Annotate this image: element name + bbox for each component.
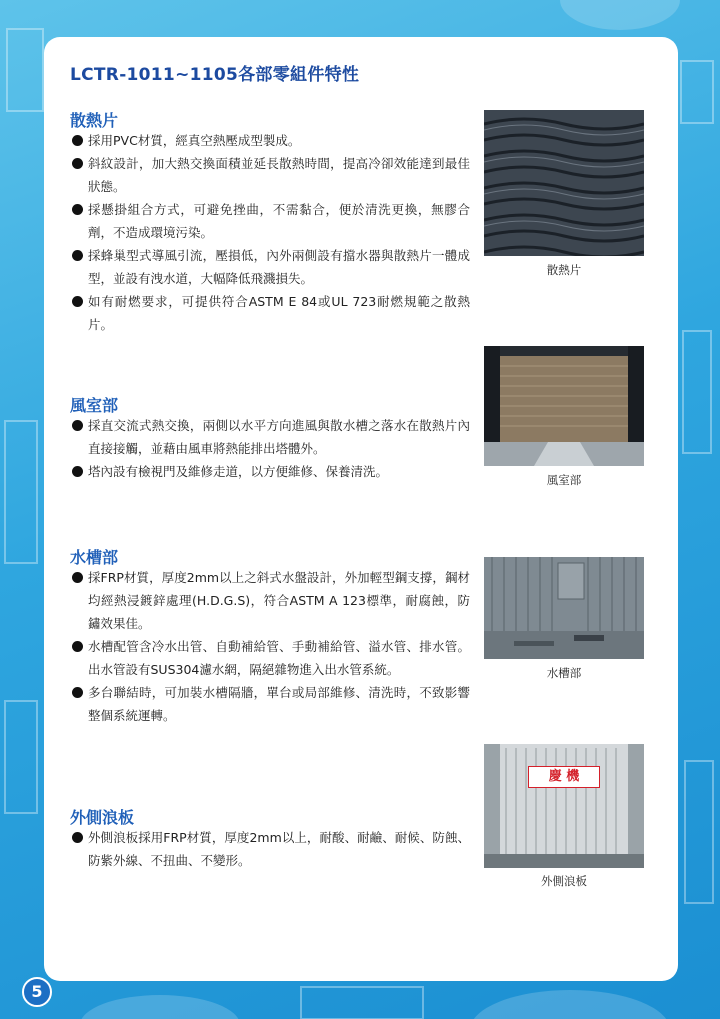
fill-bullet-list [70, 129, 470, 336]
list-item: 多台聯結時，可加裝水槽隔牆，單台或局部維修、清洗時，不致影響整個系統運轉。 [70, 681, 470, 727]
plenum-photo [484, 346, 644, 466]
basin-photo [484, 557, 644, 659]
fill-caption: 散熱片 [546, 263, 582, 277]
casing-bullet-list [70, 826, 470, 872]
list-item: 斜紋設計，加大熱交換面積並延長散熱時間，提高冷卻效能達到最佳狀態。 [70, 152, 470, 198]
list-item: 外側浪板採用FRP材質，厚度2mm以上，耐酸、耐鹼、耐候、防蝕、防紫外線、不扭曲、不變形。 [70, 826, 470, 872]
section-title-basin: 水槽部 [70, 548, 119, 567]
casing-caption: 外側浪板 [541, 874, 587, 888]
casing-photo [484, 744, 644, 868]
basin-caption: 水槽部 [546, 666, 582, 680]
brand-sign: 慶 機 [528, 766, 600, 788]
section-title-casing: 外側浪板 [70, 808, 135, 827]
section-title-plenum: 風室部 [70, 396, 119, 415]
page-title: LCTR-1011~1105各部零組件特性 [70, 65, 360, 85]
list-item: 水槽配管含冷水出管、自動補給管、手動補給管、溢水管、排水管。出水管設有SUS304濾水網，隔絕雜物進入出水管系統。 [70, 635, 470, 681]
list-item: 採FRP材質，厚度2mm以上之斜式水盤設計，外加輕型鋼支撐，鋼材均經熱浸鍍鋅處理(H.D.G.S)，符合ASTM A 123標準，耐腐蝕，防鏽效果佳。 [70, 566, 470, 635]
plenum-bullet-list [70, 414, 470, 483]
list-item: 採蜂巢型式導風引流，壓損低，內外兩側設有擋水器與散熱片一體成型，並設有洩水道，大幅降低飛濺損失。 [70, 244, 470, 290]
list-item: 採懸掛組合方式，可避免挫曲，不需黏合，便於清洗更換，無膠合劑，不造成環境污染。 [70, 198, 470, 244]
fill-photo [484, 110, 644, 256]
basin-bullet-list [70, 566, 470, 727]
list-item: 如有耐燃要求，可提供符合ASTM E 84或UL 723耐燃規範之散熱片。 [70, 290, 470, 336]
list-item: 採用PVC材質，經真空熱壓成型製成。 [70, 129, 470, 152]
plenum-caption: 風室部 [546, 473, 582, 487]
list-item: 塔內設有檢視門及維修走道，以方便維修、保養清洗。 [70, 460, 470, 483]
list-item: 採直交流式熱交換，兩側以水平方向進風與散水槽之落水在散熱片內直接接觸，並藉由風車將熱能排出塔體外。 [70, 414, 470, 460]
page-number: 5 [22, 977, 52, 1007]
section-title-fill: 散熱片 [70, 111, 119, 130]
